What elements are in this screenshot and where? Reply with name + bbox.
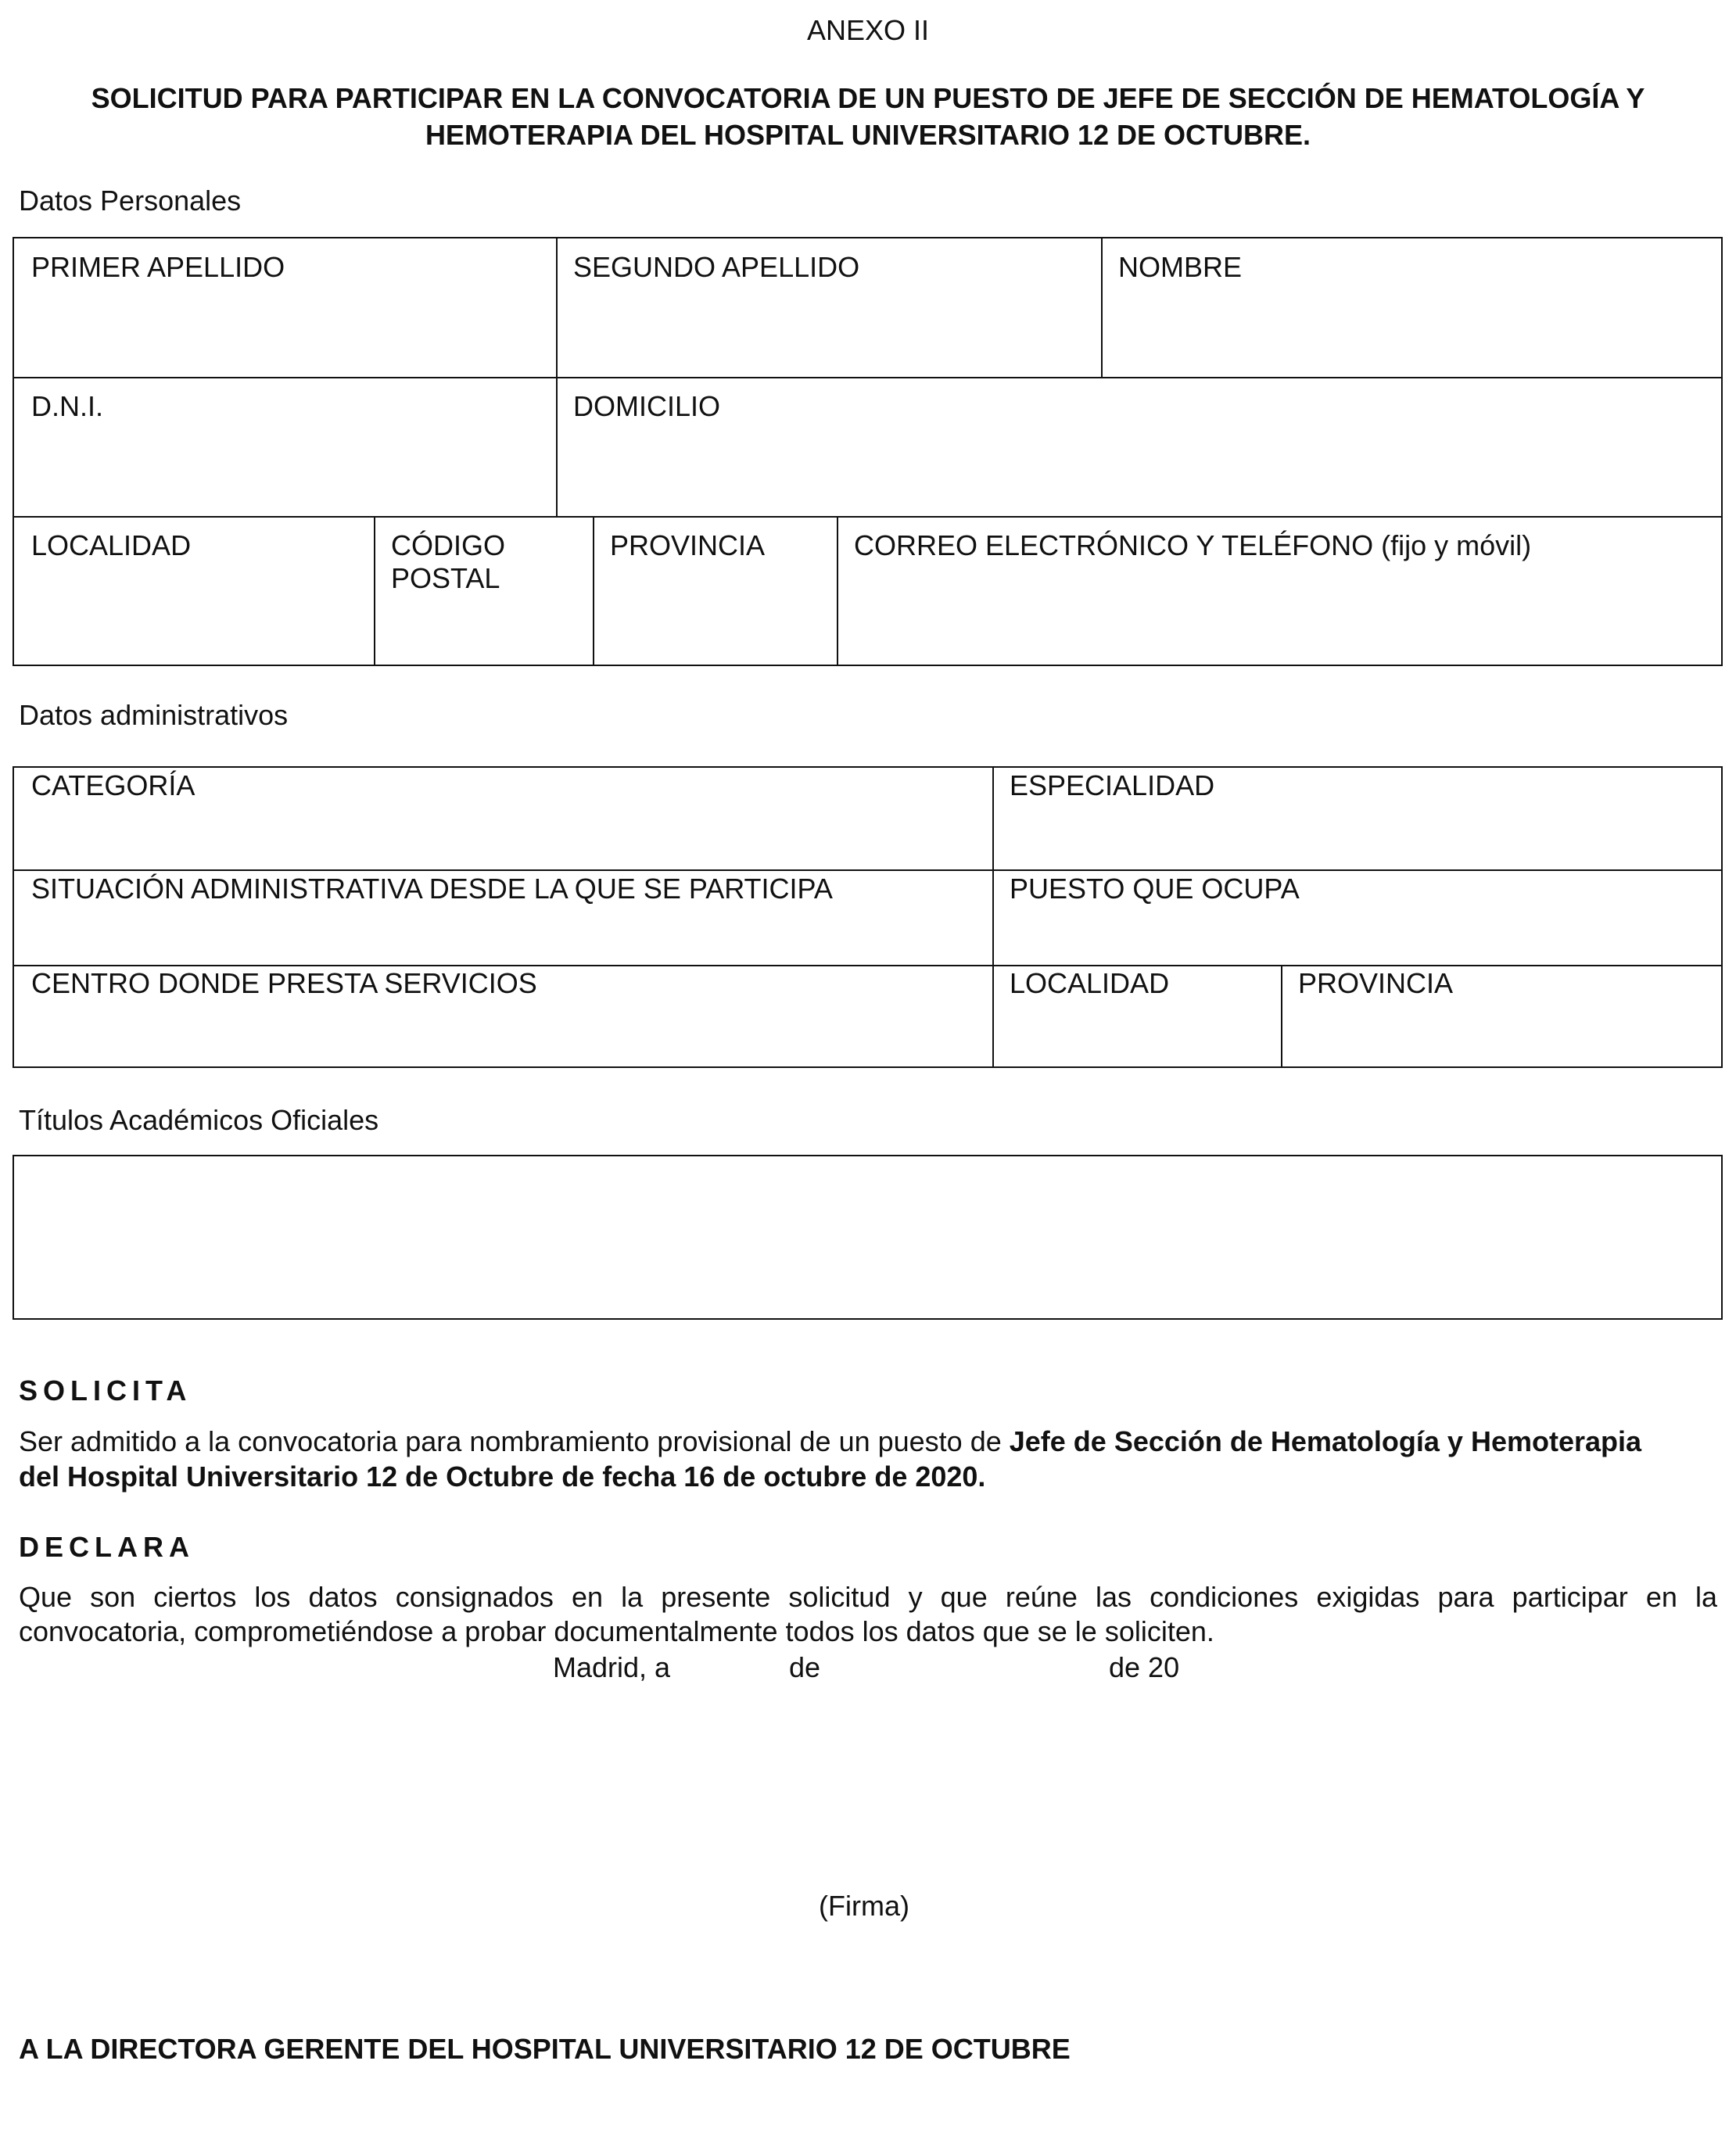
centro-servicios-field[interactable]: CENTRO DONDE PRESTA SERVICIOS bbox=[31, 967, 537, 999]
date-de-label-2: de 20 bbox=[1109, 1651, 1180, 1683]
row-divider bbox=[14, 869, 1721, 871]
codigo-postal-label-line-1: CÓDIGO bbox=[391, 529, 506, 561]
primer-apellido-field[interactable]: PRIMER APELLIDO bbox=[31, 251, 285, 283]
column-divider bbox=[593, 516, 594, 665]
document-title-line-2: HEMOTERAPIA DEL HOSPITAL UNIVERSITARIO 12 DE OCTUBRE. bbox=[425, 119, 1311, 151]
nombre-field[interactable]: NOMBRE bbox=[1118, 251, 1243, 283]
row-divider bbox=[14, 965, 1721, 966]
academic-titles-field[interactable] bbox=[13, 1155, 1723, 1320]
column-divider bbox=[1101, 238, 1103, 378]
correo-telefono-field[interactable]: CORREO ELECTRÓNICO Y TELÉFONO (fijo y móvil) bbox=[854, 529, 1532, 561]
academic-titles-section-label: Títulos Académicos Oficiales bbox=[19, 1104, 379, 1136]
column-divider bbox=[992, 768, 994, 1066]
provincia-field[interactable]: PROVINCIA bbox=[610, 529, 766, 561]
solicita-text-plain: Ser admitido a la convocatoria para nombramiento provisional de un puesto de bbox=[19, 1425, 1010, 1457]
declara-heading: DECLARA bbox=[19, 1531, 195, 1563]
date-place-label: Madrid, a bbox=[553, 1651, 671, 1683]
date-de-label-1: de bbox=[789, 1651, 821, 1683]
column-divider bbox=[556, 377, 558, 516]
document-title-line-1: SOLICITUD PARA PARTICIPAR EN LA CONVOCATORIA DE UN PUESTO DE JEFE DE SECCIÓN DE HEMATOLOGÍA Y bbox=[91, 82, 1645, 114]
row-divider bbox=[14, 377, 1721, 378]
personal-data-table bbox=[13, 237, 1723, 666]
addressee: A LA DIRECTORA GERENTE DEL HOSPITAL UNIVERSITARIO 12 DE OCTUBRE bbox=[19, 2033, 1071, 2065]
codigo-postal-label-line-2: POSTAL bbox=[391, 562, 500, 594]
column-divider bbox=[374, 516, 375, 665]
localidad-field[interactable]: LOCALIDAD bbox=[31, 529, 192, 561]
declara-text-line-1: Que son ciertos los datos consignados en la presente solicitud y que reúne las condiciones exigidas para participar en la bbox=[19, 1581, 1717, 1613]
domicilio-field[interactable]: DOMICILIO bbox=[573, 390, 721, 422]
solicita-text-line-1 bbox=[19, 1425, 1717, 1458]
personal-data-section-label: Datos Personales bbox=[19, 185, 242, 217]
solicita-text-line-2: del Hospital Universitario 12 de Octubre de fecha 16 de octubre de 2020. bbox=[19, 1460, 986, 1493]
especialidad-field[interactable]: ESPECIALIDAD bbox=[1010, 769, 1215, 801]
categoria-field[interactable]: CATEGORÍA bbox=[31, 769, 195, 801]
signature-label: (Firma) bbox=[819, 1890, 909, 1922]
annex-label: ANEXO II bbox=[806, 14, 930, 46]
declara-text-line-2: convocatoria, comprometiéndose a probar documentalmente todos los datos que se le soliciten. bbox=[19, 1615, 1214, 1647]
row-divider bbox=[14, 516, 1721, 518]
segundo-apellido-field[interactable]: SEGUNDO APELLIDO bbox=[573, 251, 860, 283]
column-divider bbox=[837, 516, 838, 665]
administrative-data-section-label: Datos administrativos bbox=[19, 699, 289, 731]
administrative-data-table bbox=[13, 766, 1723, 1068]
solicita-heading: SOLICITA bbox=[19, 1374, 192, 1407]
dni-field[interactable]: D.N.I. bbox=[31, 390, 104, 422]
admin-provincia-field[interactable]: PROVINCIA bbox=[1298, 967, 1454, 999]
column-divider bbox=[556, 238, 558, 378]
puesto-que-ocupa-field[interactable]: PUESTO QUE OCUPA bbox=[1010, 873, 1300, 905]
codigo-postal-field[interactable] bbox=[391, 529, 505, 595]
solicita-text-bold-1: Jefe de Sección de Hematología y Hemoterapia bbox=[1009, 1425, 1642, 1457]
column-divider bbox=[1281, 965, 1282, 1066]
admin-localidad-field[interactable]: LOCALIDAD bbox=[1010, 967, 1170, 999]
situacion-administrativa-field[interactable]: SITUACIÓN ADMINISTRATIVA DESDE LA QUE SE PARTICIPA bbox=[31, 873, 833, 905]
